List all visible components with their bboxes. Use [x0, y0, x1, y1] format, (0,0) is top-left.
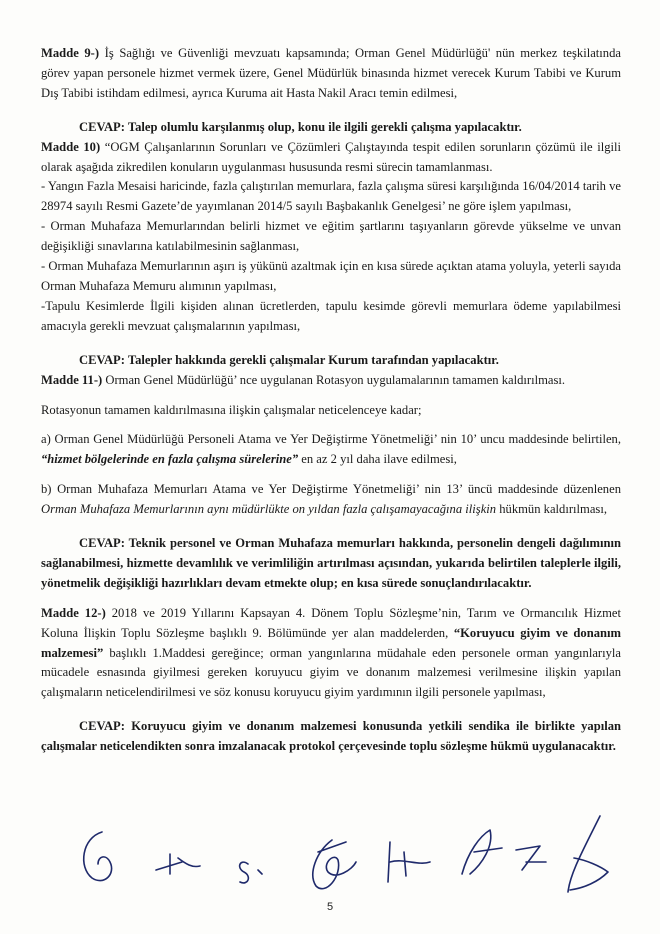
madde-11-text: Orman Genel Müdürlüğü’ nce uygulanan Rotasyon uygulamalarının tamamen kaldırılması. [102, 372, 566, 387]
document-body [41, 44, 621, 757]
madde-10-text: “OGM Çalışanlarının Sorunları ve Çözümleri Çalıştayında tespit edilen sorunların çözümü ile ilgili olarak aşağıda zikredilen konuların uygulanması hususunda resmi sürecin tamamlanması. [41, 139, 621, 174]
madde-10-item-3: - Orman Muhafaza Memurlarının aşırı iş yükünü azaltmak için en kısa sürede açıktan atama yoluyla, yeterli sayıda Orman Muhafaza Memuru alımının yapılması, [41, 259, 621, 293]
madde-11-item-b [41, 480, 621, 520]
madde-10-item-2: - Orman Muhafaza Memurlarından belirli hizmet ve eğitim şartlarını taşıyanların görevde yükselme ve unvan değişikliği sınavlarına katılabilmesinin sağlanması, [41, 219, 621, 254]
madde-12 [41, 604, 621, 704]
signature-6 [462, 830, 502, 874]
signature-4 [313, 840, 356, 889]
cevap-4: CEVAP: Koruyucu giyim ve donanım malzemesi konusunda yetkili sendika ile birlikte yapılan çalışmalar neticelendikten sonra imzalanacak protokol çerçevesinde toplu sözleşme hükmü uygulanacaktır. [41, 719, 621, 754]
madde-11-item-b-text: b) Orman Muhafaza Memurları Atama ve Yer Değiştirme Yönetmeliği’ nin 13’ üncü maddesinde düzenlenen [41, 482, 621, 497]
cevap-2: CEVAP: Talepler hakkında gerekli çalışmalar Kurum tarafından yapılacaktır. [79, 352, 499, 367]
madde-9-label: Madde 9-) [41, 46, 100, 60]
signature-5 [388, 842, 430, 882]
signature-3 [240, 862, 262, 883]
signature-1 [84, 832, 112, 881]
madde-11-item-a-end: en az 2 yıl daha ilave edilmesi, [298, 452, 457, 467]
madde-10 [41, 138, 621, 178]
madde-11-item-b-end: hükmün kaldırılması, [496, 502, 607, 517]
madde-11-item-a-text: a) Orman Genel Müdürlüğü Personeli Atama ve Yer Değiştirme Yönetmeliği’ nin 10’ uncu maddesinde belirtilen, [41, 432, 621, 447]
madde-11 [41, 371, 621, 391]
madde-11-intro: Rotasyonun tamamen kaldırılmasına ilişkin çalışmalar neticelenceye kadar; [41, 402, 422, 417]
madde-10-item-1: - Yangın Fazla Mesaisi haricinde, fazla çalıştırılan memurlara, fazla çalışma süresi karşılığında 16/04/2014 tarih ve 28974 sayılı Resmi Gazete’de yayımlanan 2014/5 sayılı Başbakanlık Genelgesi’ ne göre işlem yapılması, [41, 179, 621, 214]
page-number: 5 [326, 901, 334, 913]
madde-11-item-b-emphasis: Orman Muhafaza Memurlarının aynı müdürlükte on yıldan fazla çalışamayacağına ilişkin [41, 502, 497, 517]
signature-2 [156, 854, 200, 874]
madde-12-label: Madde 12-) [41, 605, 106, 620]
madde-12-end: başlıklı 1.Maddesi gereğince; orman yangınlarına müdahale eden personele orman yangınlarıyla mücadele esnasında giyilmesi gereken koruyucu giyim ve donanım malzemesi verilmesine ilişkin yapılan çalışmaların neticelendirilmesi ve söz konusu koruyucu giyim yardımının ilgili personele yapılması, [41, 645, 621, 700]
cevap-3: CEVAP: Teknik personel ve Orman Muhafaza memurları hakkında, personelin dengeli dağılımının sağlanabilmesi, hizmette devamlılık ve verimliliğin artırılması açısından, yukarıda belirtilen taleplerle ilgili, yönetmelik değişikliği hazırlıkları devam etmekte olup; en kısa sürede sonuçlandırılacaktır. [41, 536, 621, 590]
cevap-1: CEVAP: Talep olumlu karşılanmış olup, konu ile ilgili gerekli çalışma yapılacaktır. [79, 119, 522, 134]
madde-11-item-a [41, 430, 621, 470]
madde-12-text: 2018 ve 2019 Yıllarını Kapsayan 4. Dönem Toplu Sözleşme’nin, Tarım ve Ormancılık Hizmet Koluna İlişkin Toplu Sözleşme başlıklı 9. Bölümünde yer alan maddelerden, [41, 605, 621, 640]
signature-7 [516, 846, 546, 870]
madde-10-label: Madde 10) [41, 139, 101, 154]
signature-8 [568, 816, 608, 892]
madde-9 [41, 44, 621, 104]
madde-11-label: Madde 11-) [41, 372, 103, 387]
signatures [70, 812, 630, 907]
madde-12-emphasis: “Koruyucu giyim ve donanım malzemesi” [41, 625, 621, 660]
madde-11-item-a-emphasis: “hizmet bölgelerinde en fazla çalışma sürelerine” [41, 452, 299, 467]
madde-9-text: İş Sağlığı ve Güvenliği mevzuatı kapsamında; Orman Genel Müdürlüğü' nün merkez teşkilatında görev yapan personele hizmet vermek üzere, Genel Müdürlük binasında hizmet verecek Kurum Tabibi ve Kurum Dış Tabibi istihdam edilmesi, ayrıca Kuruma ait Hasta Nakil Aracı temin edilmesi, [41, 46, 621, 100]
madde-10-item-4: -Tapulu Kesimlerde İlgili kişiden alınan ücretlerden, tapulu kesimde görevli memurlara ödeme yapılabilmesi amacıyla gerekli mevzuat çalışmalarının yapılması, [41, 298, 621, 333]
